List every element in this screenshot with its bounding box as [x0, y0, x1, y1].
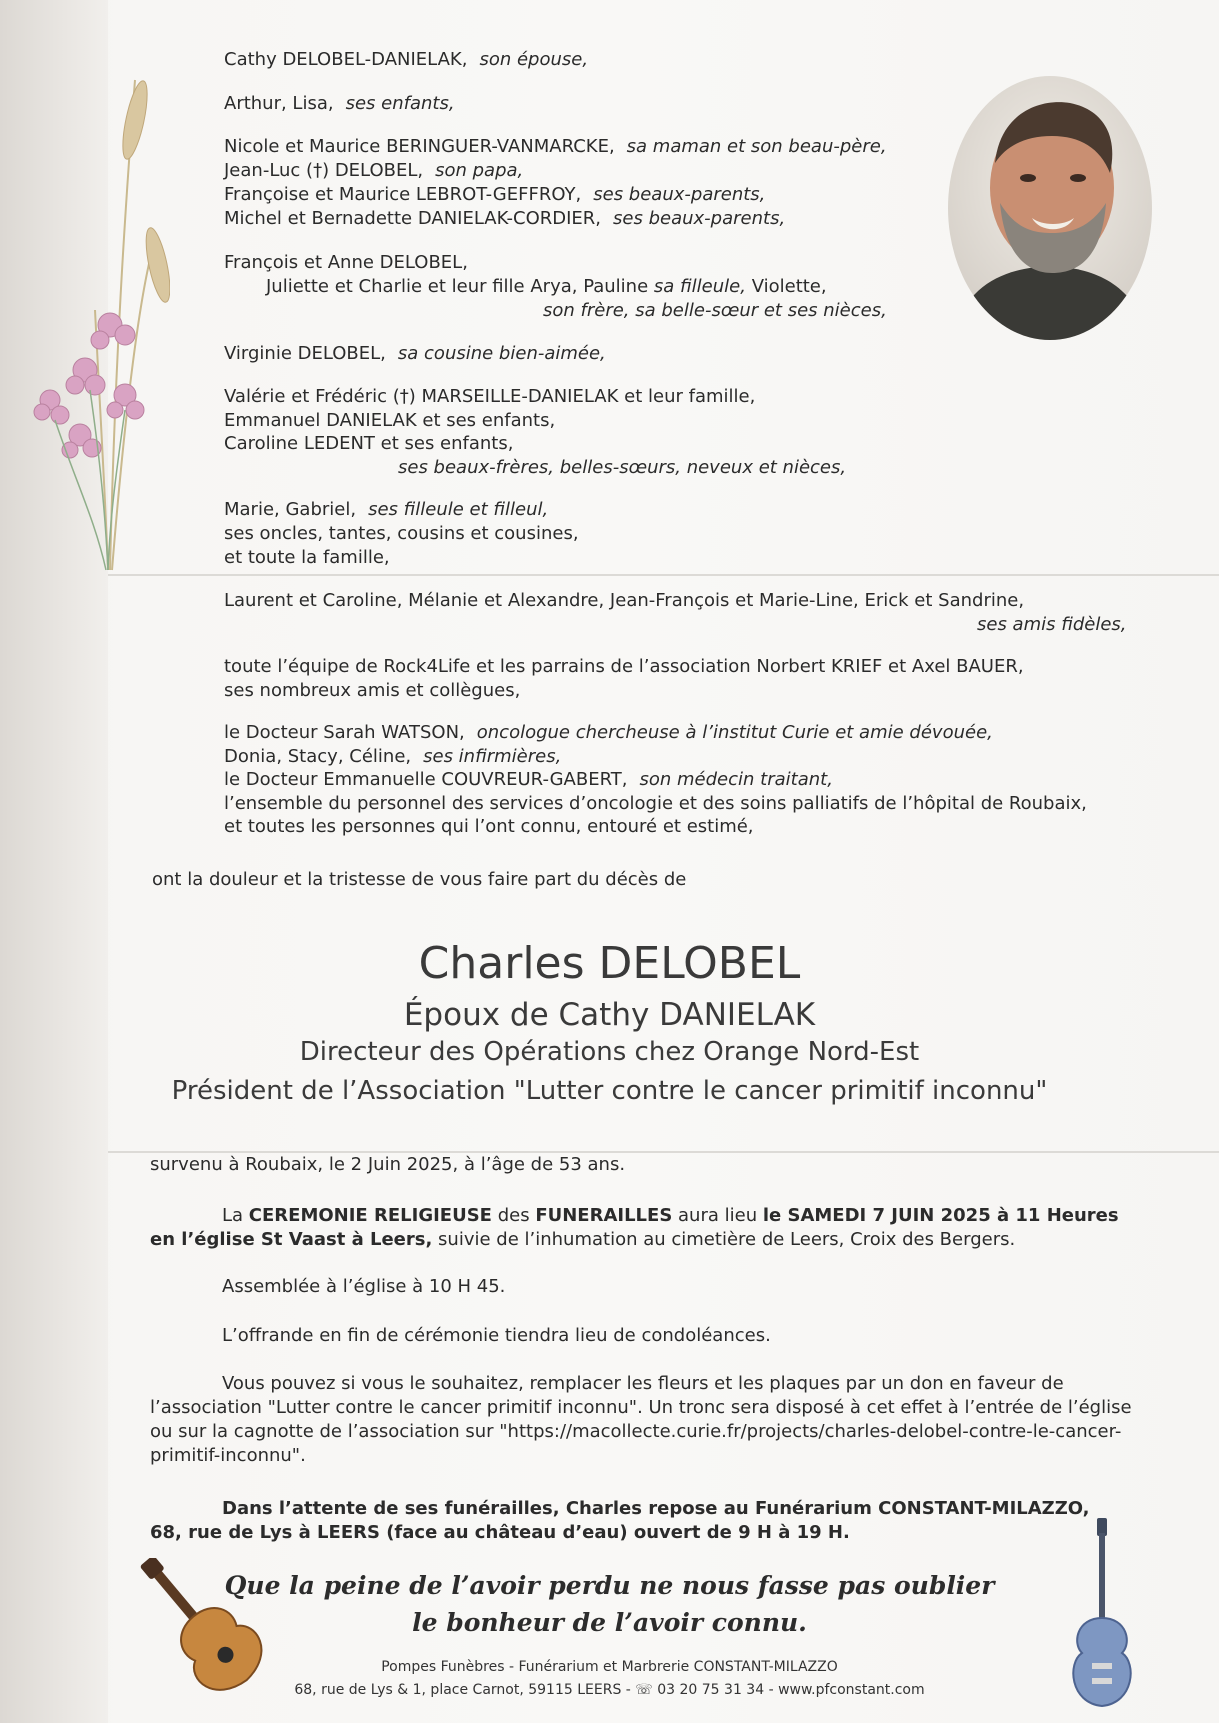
family-siblings-role: ses beaux-frères, belles-sœurs, neveux et nièces, — [398, 457, 847, 478]
friends-list: Laurent et Caroline, Mélanie et Alexandre, Jean-François et Marie-Line, Erick et Sandrine, — [224, 590, 1025, 611]
repose-line-2: 68, rue de Lys à LEERS (face au château d’eau) ouvert de 9 H à 19 H. — [150, 1522, 850, 1543]
care-nurses: Donia, Stacy, Céline, ses infirmières, — [224, 746, 562, 767]
flower-wheat-decoration — [30, 60, 170, 580]
family-siblings-1: Valérie et Frédéric (†) MARSEILLE-DANIELAK et leur famille, — [224, 386, 756, 407]
family-wife: Cathy DELOBEL-DANIELAK, son épouse, — [224, 49, 589, 70]
family-godchildren: Marie, Gabriel, ses filleule et filleul, — [224, 499, 549, 520]
care-doctor: le Docteur Sarah WATSON, oncologue chercheuse à l’institut Curie et amie dévouée, — [224, 722, 993, 743]
death-line: survenu à Roubaix, le 2 Juin 2025, à l’âge de 53 ans. — [150, 1154, 626, 1175]
care-staff: l’ensemble du personnel des services d’oncologie et des soins palliatifs de l’hôpital de Roubaix, — [224, 793, 1087, 814]
family-brother-children: Juliette et Charlie et leur fille Arya, Pauline sa filleule, Violette, — [266, 276, 827, 297]
offering-line: L’offrande en fin de cérémonie tiendra lieu de condoléances. — [222, 1325, 771, 1346]
deceased-name: Charles DELOBEL — [418, 938, 801, 989]
care-all: et toutes les personnes qui l’ont connu, entouré et estimé, — [224, 816, 754, 837]
family-brother: François et Anne DELOBEL, — [224, 252, 468, 273]
family-inlaws-2: Michel et Bernadette DANIELAK-CORDIER, ses beaux-parents, — [224, 208, 786, 229]
family-inlaws-1: Françoise et Maurice LEBROT-GEFFROY, ses beaux-parents, — [224, 184, 766, 205]
sunburst-guitar-icon — [128, 1558, 278, 1698]
deceased-spouse: Époux de Cathy DANIELAK — [403, 997, 816, 1033]
family-mother: Nicole et Maurice BERINGUER-VANMARCKE, sa maman et son beau-père, — [224, 136, 887, 157]
assembly-line: Assemblée à l’église à 10 H 45. — [222, 1276, 506, 1297]
deceased-job: Directeur des Opérations chez Orange Nord-Est — [299, 1037, 920, 1067]
footer-address: 68, rue de Lys & 1, place Carnot, 59115 LEERS - ☏ 03 20 75 31 34 - www.pfconstant.com — [294, 1682, 925, 1698]
friends-role: ses amis fidèles, — [977, 614, 1127, 635]
family-extended: ses oncles, tantes, cousins et cousines, — [224, 523, 579, 544]
donation-line-1: Vous pouvez si vous le souhaitez, remplacer les fleurs et les plaques par un don en faveur de — [222, 1373, 1064, 1394]
donation-line-4: primitif-inconnu". — [150, 1445, 306, 1466]
fold-line — [108, 574, 1219, 576]
family-cousin: Virginie DELOBEL, sa cousine bien-aimée, — [224, 343, 606, 364]
family-siblings-2: Emmanuel DANIELAK et ses enfants, — [224, 410, 556, 431]
quote-line-2: le bonheur de l’avoir connu. — [412, 1608, 807, 1637]
announcement-line: ont la douleur et la tristesse de vous faire part du décès de — [152, 869, 687, 890]
family-siblings-3: Caroline LEDENT et ses enfants, — [224, 433, 514, 454]
repose-line-1: Dans l’attente de ses funérailles, Charles repose au Funérarium CONSTANT-MILAZZO, — [222, 1498, 1090, 1519]
family-children: Arthur, Lisa, ses enfants, — [224, 93, 455, 114]
ceremony-line-2: en l’église St Vaast à Leers, suivie de l’inhumation au cimetière de Leers, Croix des Bergers. — [150, 1229, 1016, 1250]
family-brother-role: son frère, sa belle-sœur et ses nièces, — [543, 300, 887, 321]
family-all: et toute la famille, — [224, 547, 390, 568]
friends-rock4life: toute l’équipe de Rock4Life et les parrains de l’association Norbert KRIEF et Axel BAUER, — [224, 656, 1024, 677]
deceased-president: Président de l’Association "Lutter contre le cancer primitif inconnu" — [171, 1076, 1048, 1106]
donation-line-3: ou sur la cagnotte de l’association sur "https://macollecte.curie.fr/projects/charles-delobel-contre-le-cancer- — [150, 1421, 1122, 1442]
portrait-photo — [940, 68, 1160, 348]
quote-line-1: Que la peine de l’avoir perdu ne nous fasse pas oublier — [224, 1571, 995, 1600]
family-father: Jean-Luc (†) DELOBEL, son papa, — [224, 160, 524, 181]
friends-colleagues: ses nombreux amis et collègues, — [224, 680, 521, 701]
donation-line-2: l’association "Lutter contre le cancer primitif inconnu". Un tronc sera disposé à cet effet à l’entrée de l’église — [150, 1397, 1132, 1418]
footer-company: Pompes Funèbres - Funérarium et Marbrerie CONSTANT-MILAZZO — [381, 1659, 838, 1675]
care-gp: le Docteur Emmanuelle COUVREUR-GABERT, son médecin traitant, — [224, 769, 833, 790]
ceremony-line-1: La CEREMONIE RELIGIEUSE des FUNERAILLES aura lieu le SAMEDI 7 JUIN 2025 à 11 Heures — [222, 1205, 1119, 1226]
wheat-ear — [118, 79, 170, 304]
violet-flowers — [34, 313, 144, 458]
